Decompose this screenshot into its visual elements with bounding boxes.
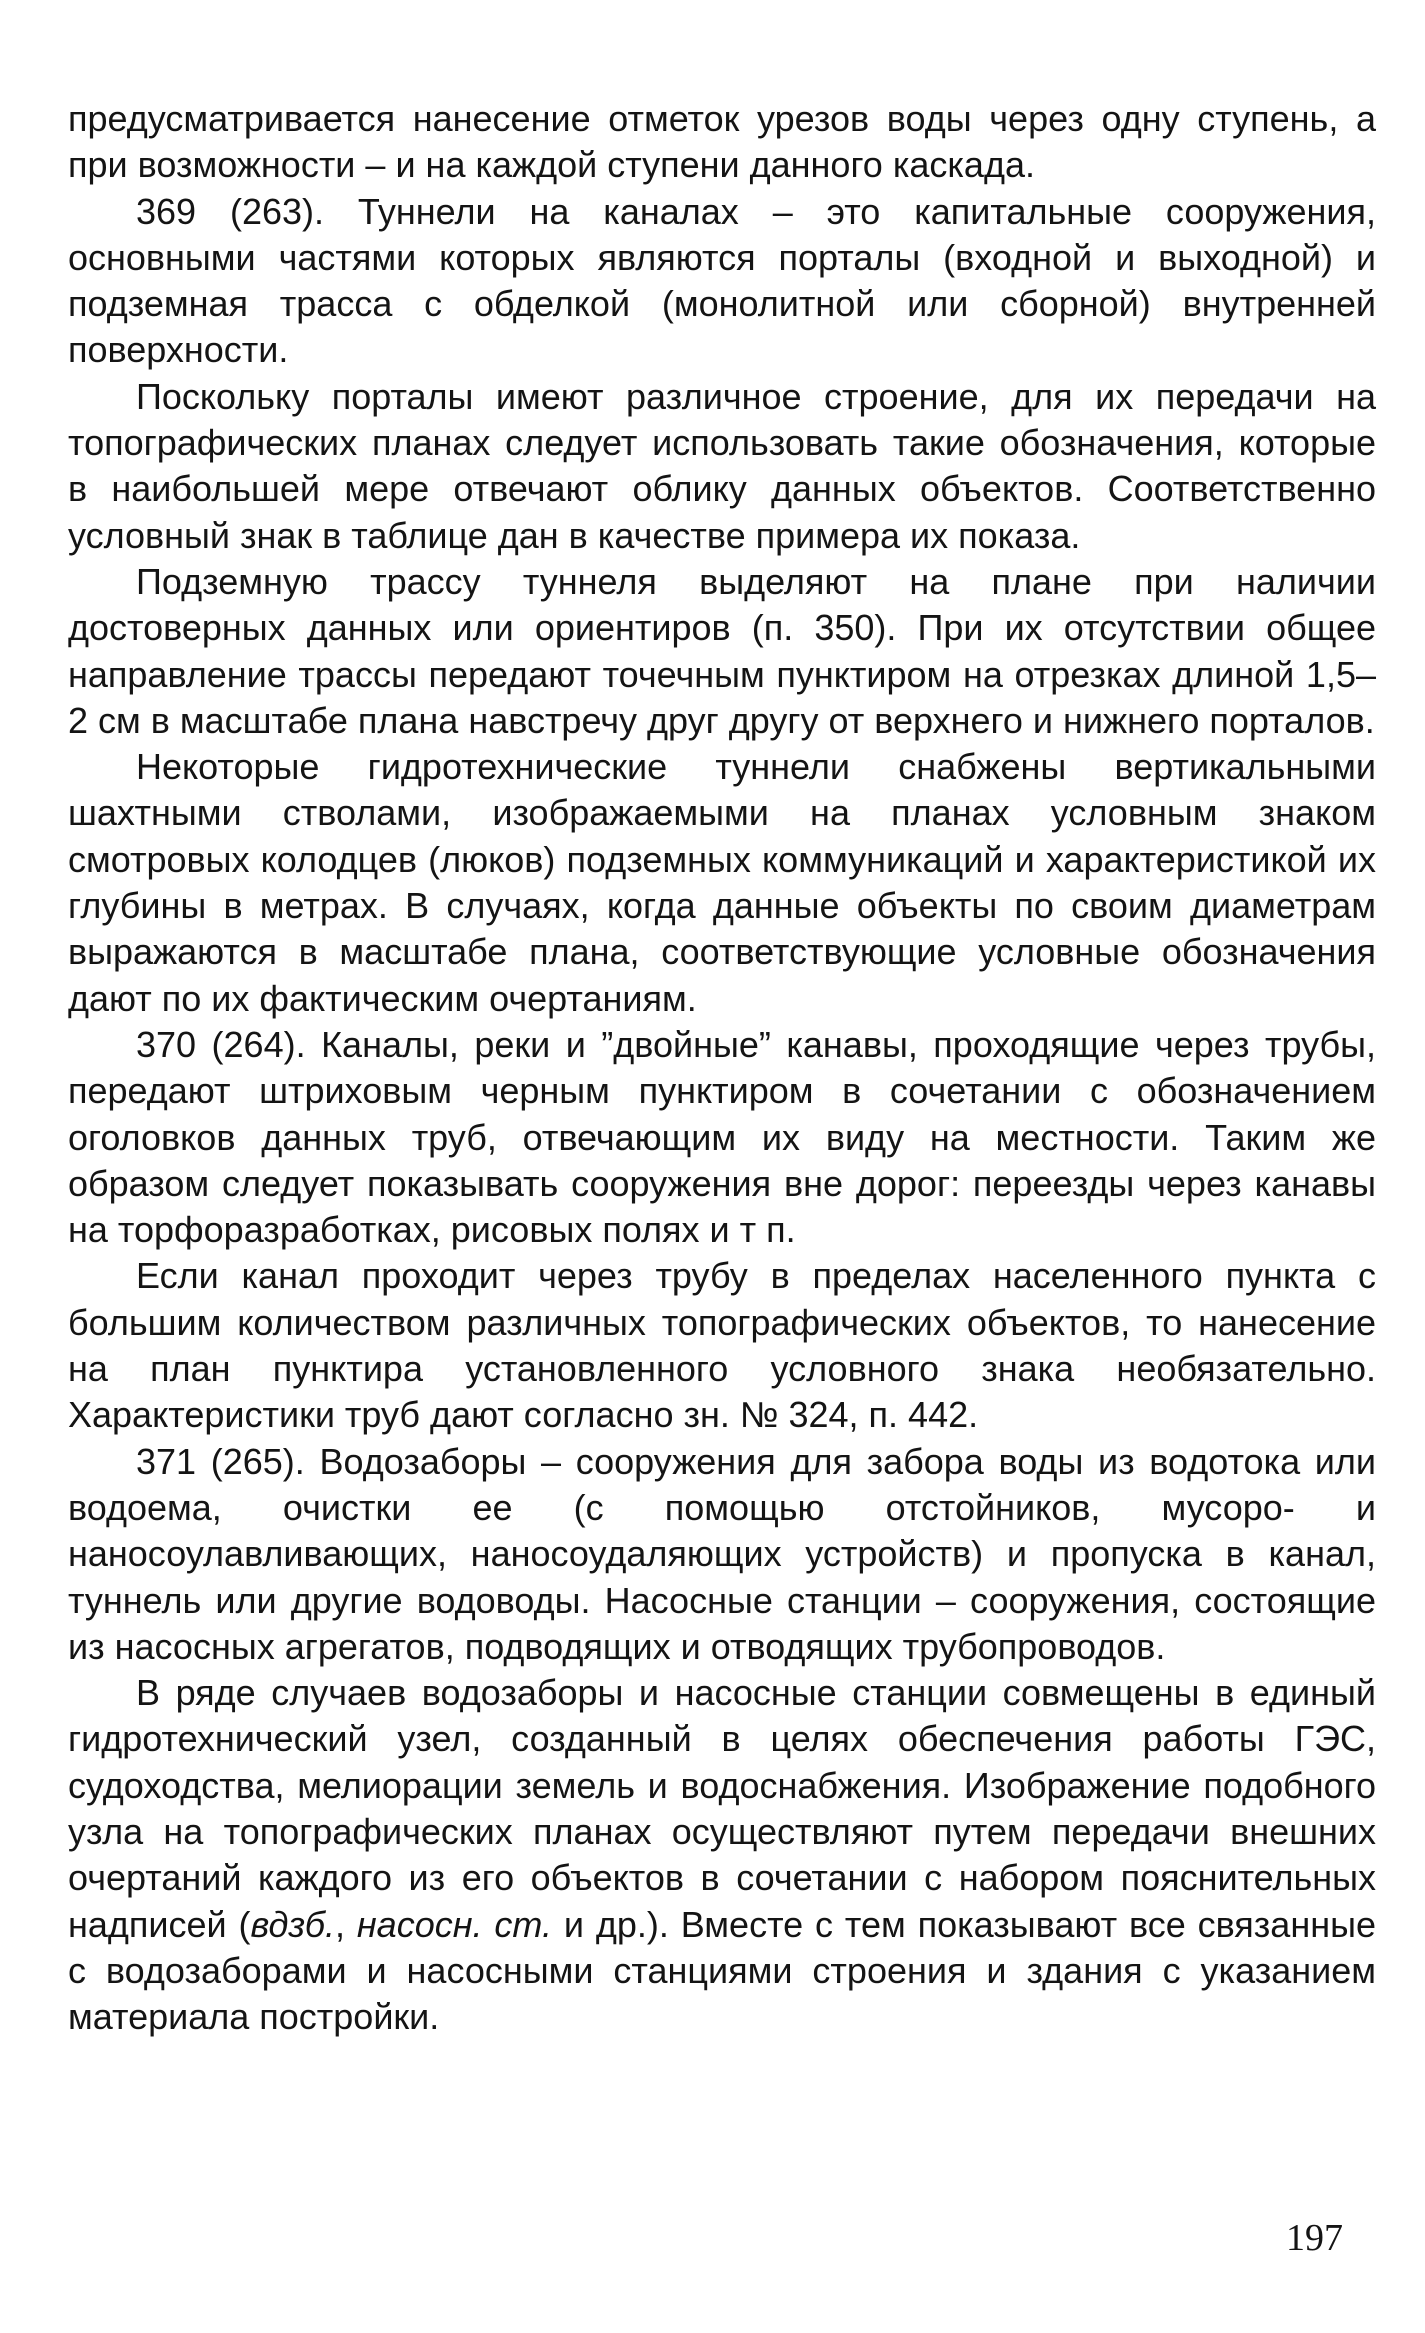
section-number: 369 (263). bbox=[136, 190, 325, 232]
abbreviation-vdzb: вдзб. bbox=[250, 1903, 335, 1945]
paragraph-text: Водозаборы – сооружения для забора воды из водотока или водоема, очистки ее (с помощью отстойников, мусоро- и наносоулавливающих, наносоудаляющих устройств) и пропуска в канал, туннель или другие водоводы. Насосные станции – сооружения, состоящие из насосных агрегатов, подводящих и отводящих трубопроводов. bbox=[68, 1440, 1376, 1667]
paragraph-hydro-node bbox=[68, 1670, 1376, 2040]
paragraph-text: Туннели на каналах – это капитальные сооружения, основными частями которых являются порталы (входной и выходной) и подземная трасса с обделкой (монолитной или сборной) внутренней поверхности. bbox=[68, 190, 1376, 371]
paragraph-underground-route bbox=[68, 559, 1376, 744]
paragraph-text: Если канал проходит через трубу в пределах населенного пункта с большим количеством различных топографических объектов, то нанесение на план пунктира установленного условного знака необязательно. Характеристики труб дают согласно зн. № 324, п. 442. bbox=[68, 1255, 1376, 1436]
paragraph-371 bbox=[68, 1439, 1376, 1670]
paragraph-pipe-settlement bbox=[68, 1253, 1376, 1438]
section-number: 370 (264). bbox=[136, 1023, 306, 1065]
paragraph-text: Подземную трассу туннеля выделяют на плане при наличии достоверных данных или ориентиров (п. 350). При их отсутствии общее направление трассы передают точечным пунктиром на отрезках длиной 1,5–2 см в масштабе плана навстречу друг другу от верхнего и нижнего порталов. bbox=[68, 560, 1376, 741]
paragraph-shafts bbox=[68, 744, 1376, 1022]
paragraph-text: Некоторые гидротехнические туннели снабжены вертикальными шахтными стволами, изображаемыми на планах условным знаком смотровых колодцев (люков) подземных коммуникаций и характеристикой их глубины в метрах. В случаях, когда данные объекты по своим диаметрам выражаются в масштабе плана, соответствующие условные обозначения дают по их фактическим очертаниям. bbox=[68, 746, 1376, 1019]
paragraph-text: В ряде случаев водозаборы и насосные станции совмещены в единый гидротехнический узел, созданный в целях обеспечения работы ГЭС, судоходства, мелиорации земель и водоснабжения. Изображение подобного узла на топографических планах осуществляют путем передачи внешних очертаний каждого из его объектов в сочетании с набором пояснительных надписей ( bbox=[68, 1672, 1376, 1945]
page-number: 197 bbox=[1286, 2217, 1343, 2259]
page-body bbox=[68, 96, 1376, 2040]
section-number: 371 (265). bbox=[136, 1440, 305, 1482]
paragraph-continuation bbox=[68, 96, 1376, 189]
paragraph-text: предусматривается нанесение отметок урезов воды через одну ступень, а при возможности – и на каждой ступени данного каскада. bbox=[68, 98, 1376, 186]
paragraph-portals bbox=[68, 374, 1376, 559]
paragraph-369 bbox=[68, 189, 1376, 374]
paragraph-text: и др.). Вместе с тем показывают все связанные с водозаборами и насосными станциями строения и здания с указанием материала постройки. bbox=[68, 1903, 1376, 2038]
paragraph-text: Поскольку порталы имеют различное строение, для их передачи на топографических планах следует использовать такие обозначения, которые в наибольшей мере отвечают облику данных объектов. Соответственно условный знак в таблице дан в качестве примера их показа. bbox=[68, 375, 1376, 556]
paragraph-text: Каналы, реки и ”двойные” канавы, проходящие через трубы, передают штриховым черным пунктиром в сочетании с обозначением оголовков данных труб, отвечающим их виду на местности. Таким же образом следует показывать сооружения вне дорог: переезды через канавы на торфоразработках, рисовых полях и т п. bbox=[68, 1023, 1377, 1251]
paragraph-370 bbox=[68, 1022, 1376, 1253]
separator: , bbox=[334, 1903, 357, 1945]
abbreviation-nasosn-st: насосн. ст. bbox=[356, 1903, 552, 1945]
